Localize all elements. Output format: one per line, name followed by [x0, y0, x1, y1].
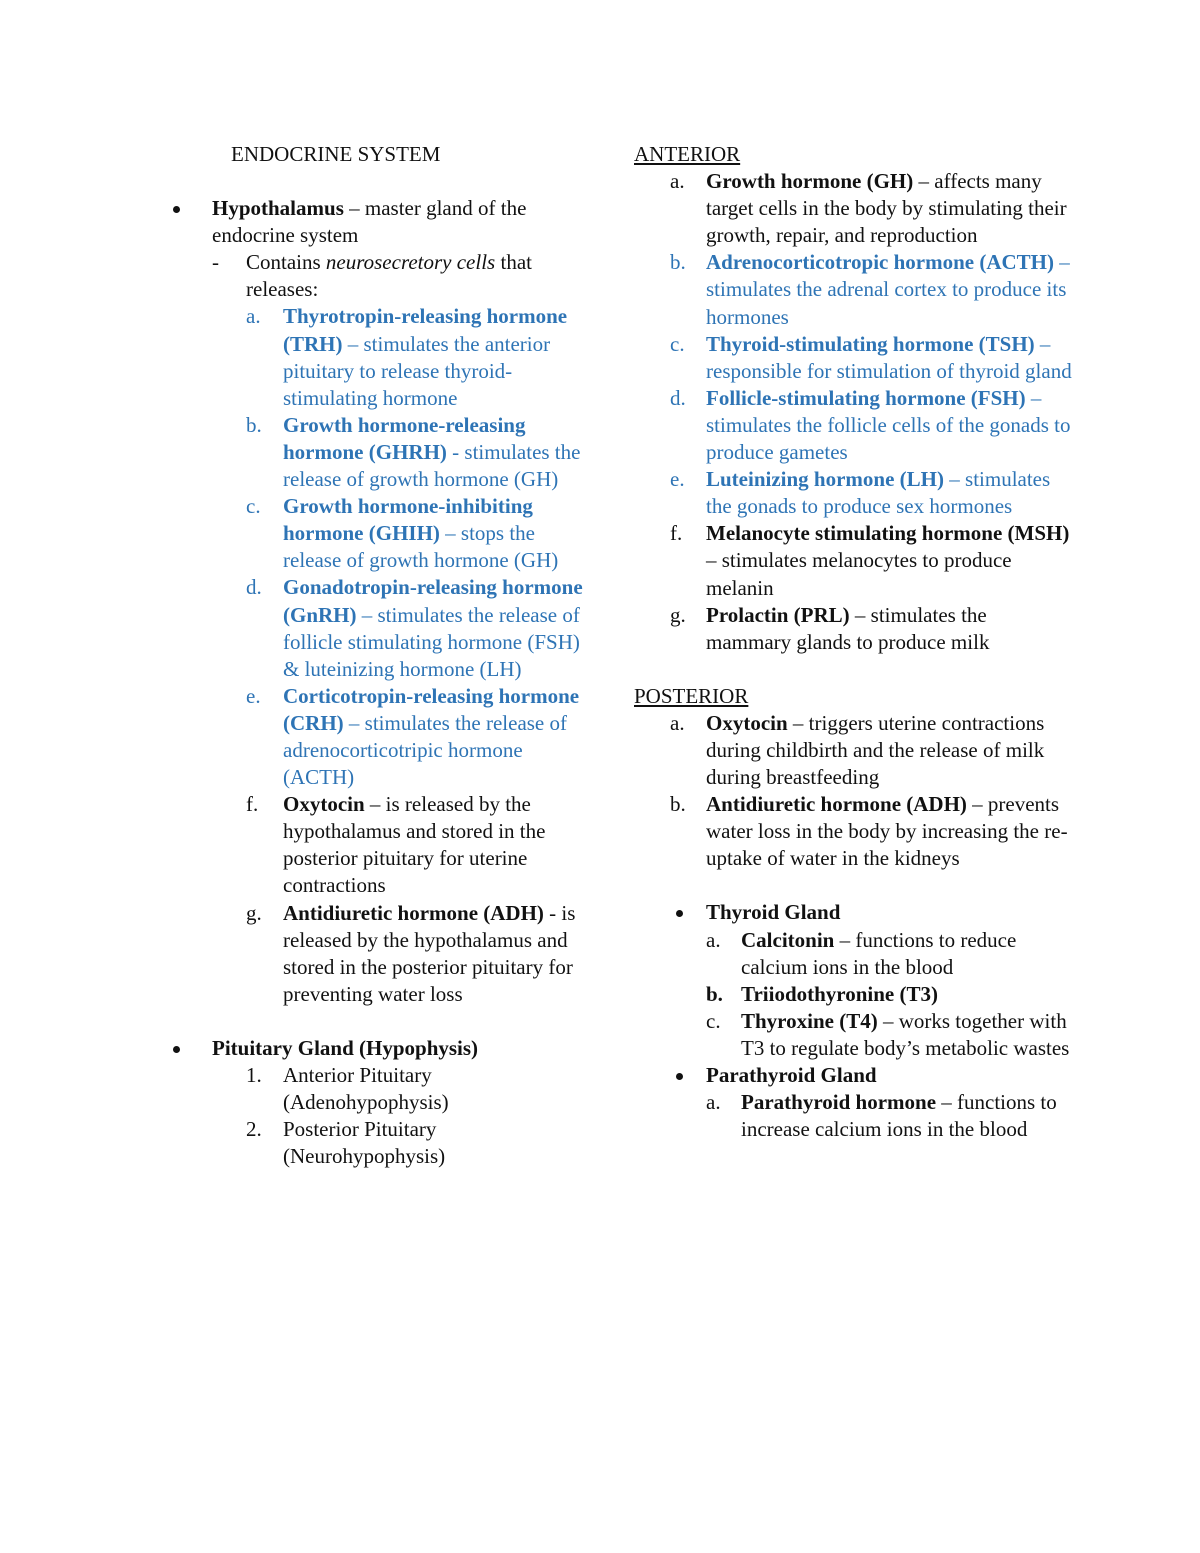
hypothalamus-item: g. Antidiuretic hormone (ADH) - is released by the hypothalamus and stored in the posterior pituitary for preventing water loss [246, 900, 576, 1006]
anterior-item: f. Melanocyte stimulating hormone (MSH) – stimulates melanocytes to produce melanin [670, 521, 1070, 600]
hypothalamus-bullet [166, 195, 586, 249]
anterior-item: g. Prolactin (PRL) – stimulates the mammary glands to produce milk [670, 602, 990, 654]
bullet-dot-icon [676, 1073, 683, 1080]
thyroid-name: Thyroid Gland [706, 900, 841, 925]
posterior-item: a. Oxytocin – triggers uterine contractions during childbirth and the release of milk during breastfeeding [670, 710, 1045, 790]
neurosecretory-term: neurosecretory cells [325, 250, 496, 275]
thyroid-item: c. Thyroxine (T4) – works together with T3 to regulate body’s metabolic wastes [706, 1008, 1070, 1060]
hypothalamus-desc: – master gland of the endocrine system [212, 196, 527, 248]
hypothalamus-item: e. Corticotropin-releasing hormone (CRH) – stimulates the release of adrenocorticotripic hormone (ACTH) [246, 683, 580, 790]
thyroid-bullet [634, 899, 1074, 926]
anterior-item: a. Growth hormone (GH) – affects many target cells in the body by stimulating their growth, repair, and reproduction [670, 169, 1067, 248]
hypothalamus-item: a. Thyrotropin-releasing hormone (TRH) – stimulates the anterior pituitary to release thyroid-stimulating hormone [246, 304, 568, 410]
left-column [166, 141, 586, 1170]
hypothalamus-name: Hypothalamus [212, 196, 344, 221]
bullet-dot-icon [173, 1046, 180, 1053]
hypothalamus-item: d. Gonadotropin-releasing hormone (GnRH) – stimulates the release of follicle stimulating hormone (FSH) & luteinizing hormone (LH) [246, 575, 583, 681]
parathyroid-bullet [634, 1062, 1074, 1089]
thyroid-item: b. Triiodothyronine (T3) [706, 981, 938, 1006]
right-column [634, 141, 1074, 1143]
thyroid-item: a. Calcitonin – functions to reduce calcium ions in the blood [706, 927, 1017, 979]
anterior-item: d. Follicle-stimulating hormone (FSH) – stimulates the follicle cells of the gonads to produce gametes [670, 385, 1071, 465]
parathyroid-name: Parathyroid Gland [706, 1063, 877, 1087]
pituitary-item: 2. Posterior Pituitary (Neurohypophysis) [246, 1117, 446, 1169]
bullet-dot-icon [676, 910, 683, 917]
pituitary-bullet [166, 1035, 586, 1062]
pituitary-name: Pituitary Gland (Hypophysis) [212, 1035, 479, 1060]
hypothalamus-item: f. Oxytocin – is released by the hypothalamus and stored in the posterior pituitary for uterine contractions [246, 792, 546, 898]
posterior-item: b. Antidiuretic hormone (ADH) – prevents water loss in the body by increasing the re-uptake of water in the kidneys [670, 792, 1068, 871]
bullet-dot-icon [173, 206, 180, 213]
pituitary-item: 1. Anterior Pituitary (Adenohypophysis) [246, 1063, 449, 1115]
neurosecretory-note: - Contains neurosecretory cells that releases: [212, 250, 532, 302]
page-title: ENDOCRINE SYSTEM [231, 142, 441, 166]
hypothalamus-item: c. Growth hormone-inhibiting hormone (GHIH) – stops the release of growth hormone (GH) [246, 494, 559, 573]
parathyroid-item: a. Parathyroid hormone – functions to increase calcium ions in the blood [706, 1090, 1057, 1142]
posterior-heading: POSTERIOR [634, 683, 749, 708]
anterior-heading: ANTERIOR [634, 142, 741, 166]
hypothalamus-item: b. Growth hormone-releasing hormone (GHRH) - stimulates the release of growth hormone (GH) [246, 412, 581, 492]
anterior-item: c. Thyroid-stimulating hormone (TSH) – responsible for stimulation of thyroid gland [670, 331, 1072, 383]
anterior-item: b. Adrenocorticotropic hormone (ACTH) – stimulates the adrenal cortex to produce its hormones [670, 250, 1070, 329]
anterior-item: e. Luteinizing hormone (LH) – stimulates the gonads to produce sex hormones [670, 467, 1051, 519]
